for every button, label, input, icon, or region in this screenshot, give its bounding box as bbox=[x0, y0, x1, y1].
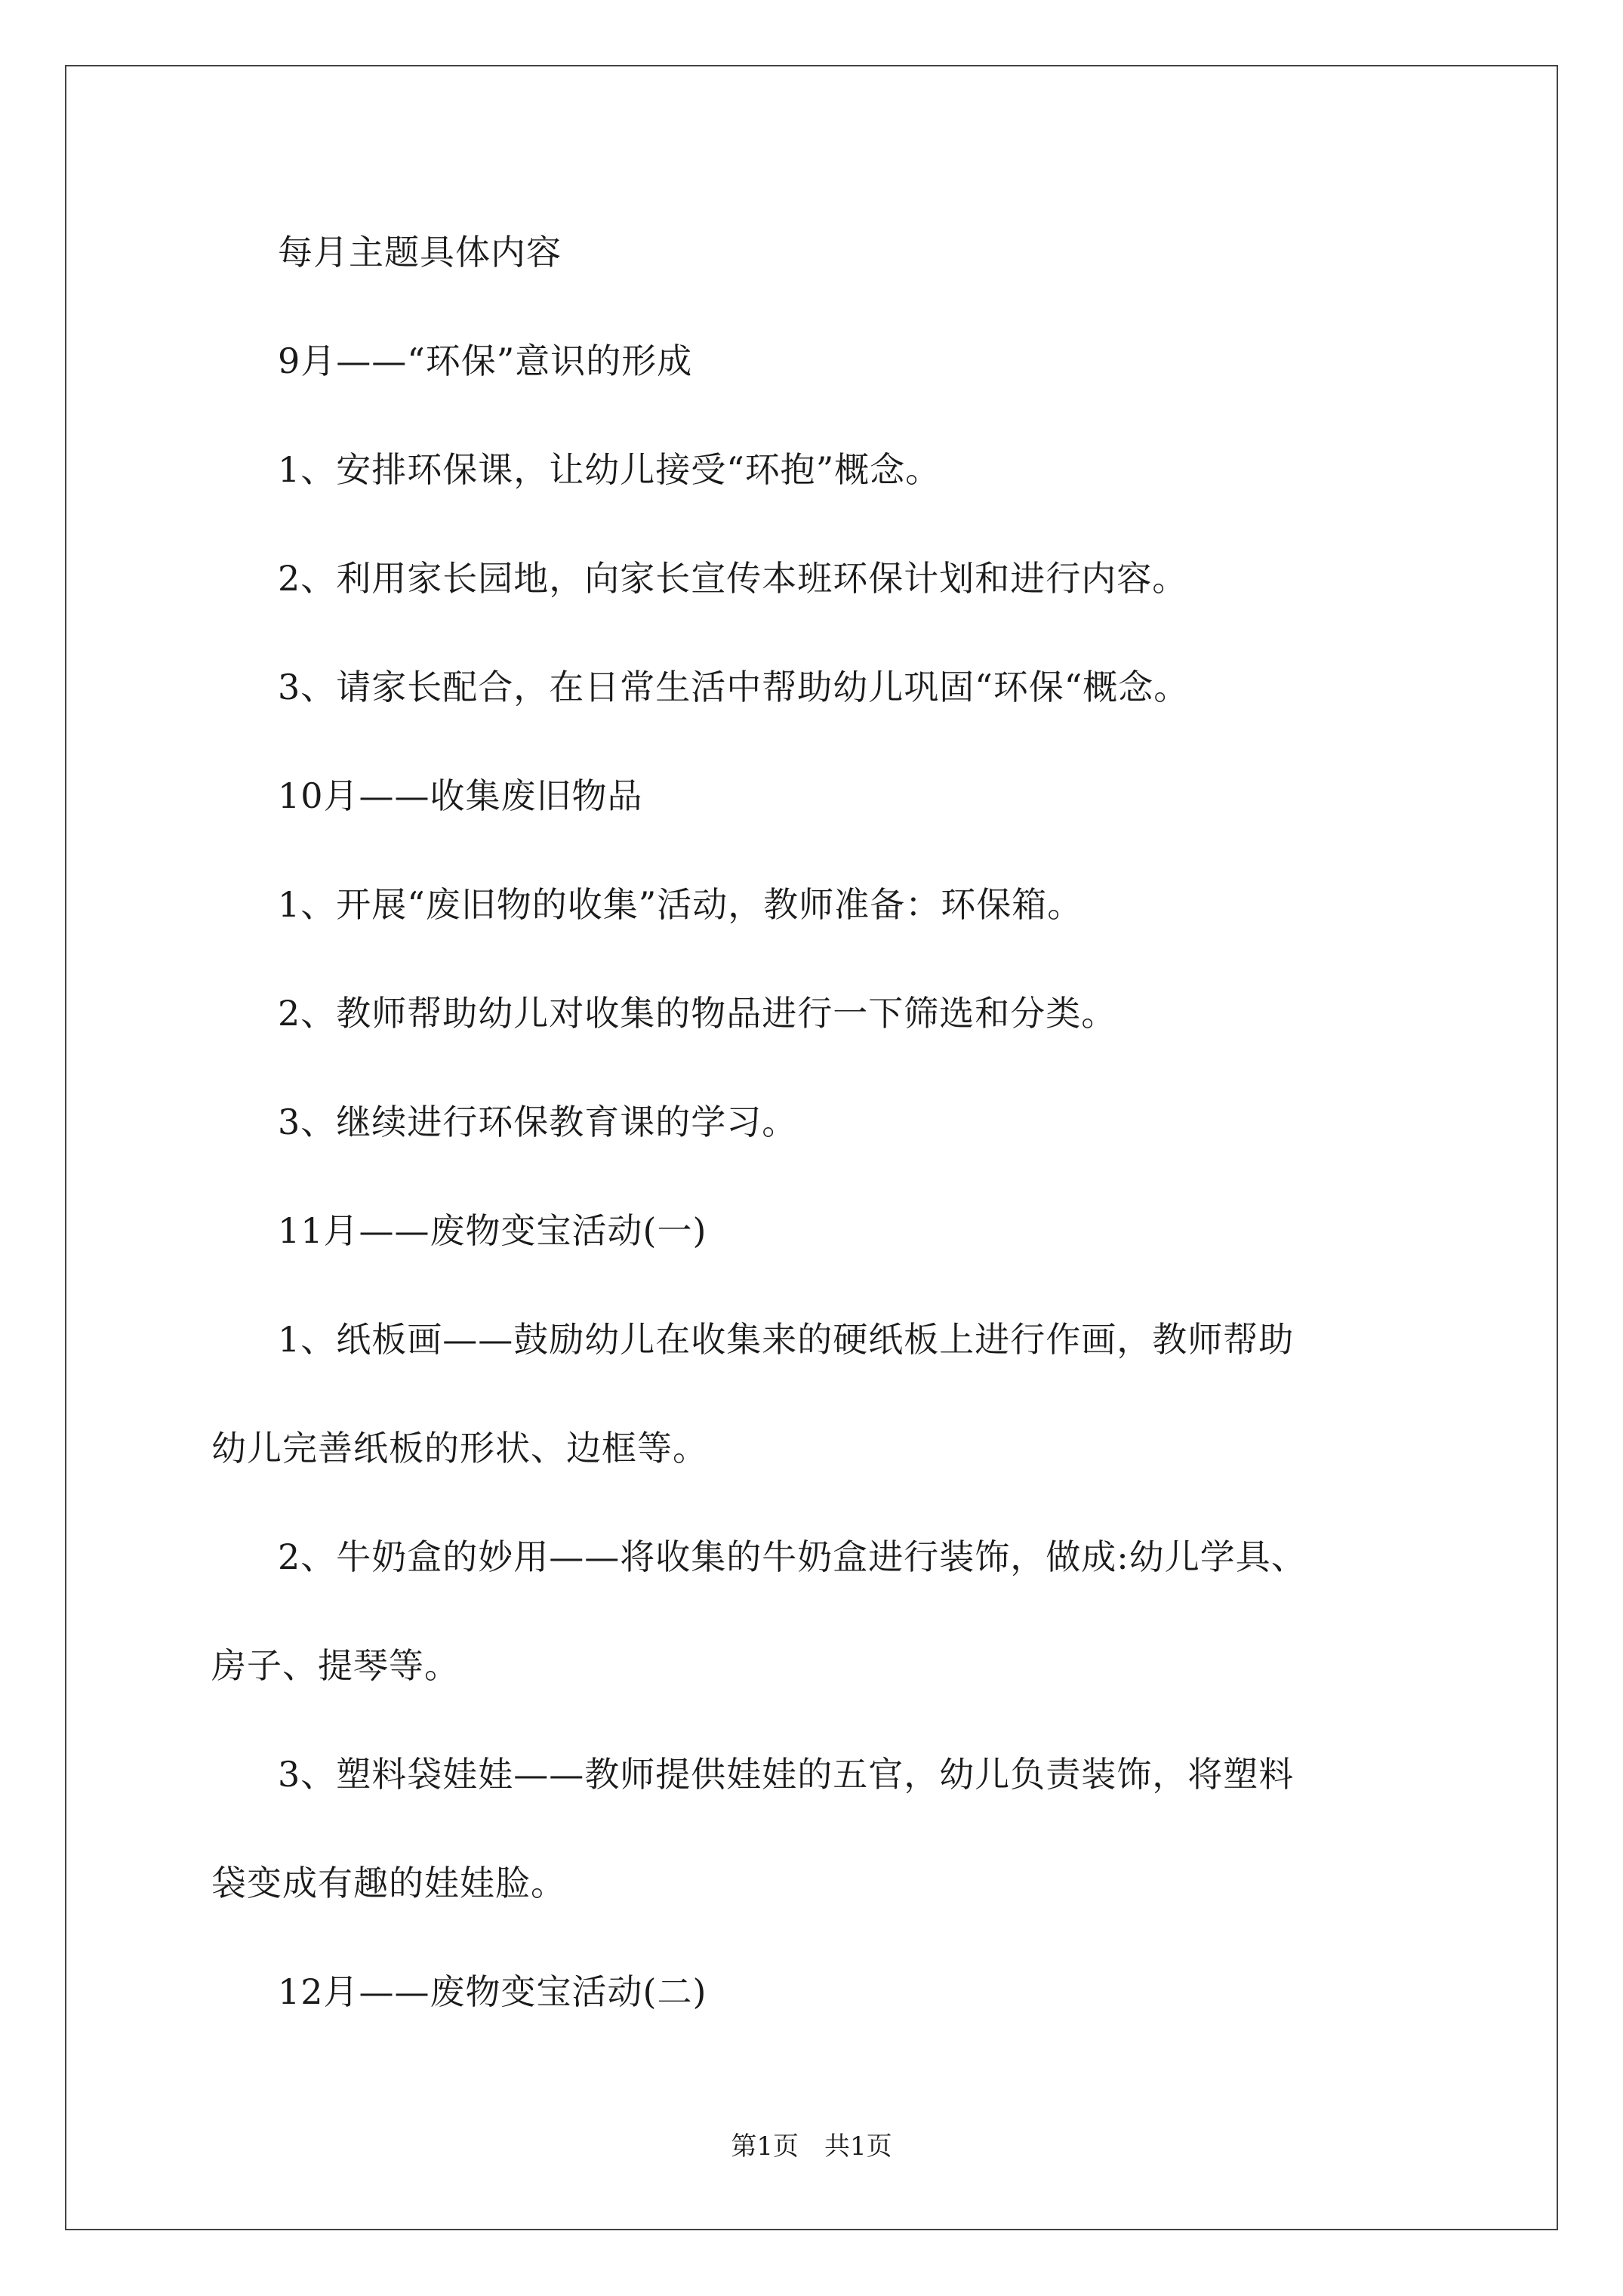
paragraph: 3、继续进行环保教育课的学习。 bbox=[278, 1102, 798, 1142]
page-border bbox=[65, 65, 1558, 2230]
paragraph: 3、请家长配合，在日常生活中帮助幼儿巩固“环保“概念。 bbox=[278, 667, 1190, 707]
page-footer: 第1页 共1页 bbox=[731, 2131, 892, 2162]
paragraph-continuation: 房子、提琴等。 bbox=[211, 1645, 460, 1686]
month-heading-october: 10月——收集废旧物品 bbox=[278, 775, 643, 816]
paragraph: 3、塑料袋娃娃——教师提供娃娃的五官，幼儿负责装饰，将塑料 bbox=[278, 1754, 1295, 1795]
paragraph: 2、教师帮助幼儿对收集的物品进行一下筛选和分类。 bbox=[278, 993, 1117, 1034]
paragraph: 2、牛奶盒的妙用——将收集的牛奶盒进行装饰，做成:幼儿学具、 bbox=[278, 1536, 1307, 1577]
paragraph: 1、安排环保课，让幼儿接受“环抱”概念。 bbox=[278, 449, 941, 490]
paragraph-continuation: 幼儿完善纸板的形状、边框等。 bbox=[211, 1428, 708, 1469]
section-heading: 每月主题具体内容 bbox=[278, 232, 562, 273]
paragraph-continuation: 袋变成有趣的娃娃脸。 bbox=[211, 1863, 566, 1903]
month-heading-september: 9月——“环保”意识的形成 bbox=[278, 341, 693, 381]
paragraph: 1、开展“废旧物的收集”活动，教师准备：环保箱。 bbox=[278, 884, 1083, 925]
paragraph: 1、纸板画——鼓励幼儿在收集来的硬纸板上进行作画，教师帮助 bbox=[278, 1319, 1295, 1360]
month-heading-december: 12月——废物变宝活动(二) bbox=[278, 1971, 707, 2012]
paragraph: 2、利用家长园地，向家长宣传本班环保计划和进行内容。 bbox=[278, 558, 1188, 599]
month-heading-november: 11月——废物变宝活动(一) bbox=[278, 1210, 707, 1251]
